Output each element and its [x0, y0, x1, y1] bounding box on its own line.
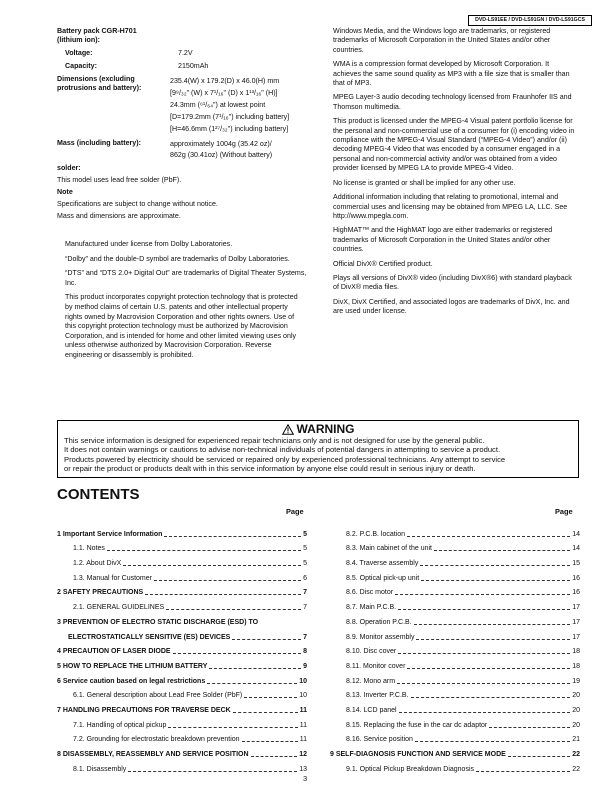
toc-entry-page: 5: [303, 545, 307, 553]
toc-entry-label: 1.2. About DivX: [73, 560, 122, 568]
mpeg4-license: This product is licensed under the MPEG-4 Visual patent portfolio license for the personal and non-commercial use of a consumer for (i) encoding video in compliance with the MPEG-4 Visual Standard (“MPEG-4 Video”) and/or (ii) decoding MPEG-4 Video that was encoded by a consumer engaged in a personal and non-commercial activity and/or was obtained from a video provider licensed by MPEG LA to provide MPEG-4 Video.: [333, 117, 575, 173]
toc-entry-label: 8.11. Monitor cover: [346, 662, 406, 670]
dts-trademark: “DTS” and “DTS 2.0+ Digital Out” are trademarks of Digital Theater Systems, Inc.: [65, 269, 307, 287]
toc-entry-page: 20: [572, 721, 580, 729]
toc-entry-label: 8.7. Main P.C.B.: [346, 604, 397, 612]
toc-entry-label: 8.2. P.C.B. location: [346, 530, 406, 538]
toc-leader: [145, 594, 301, 595]
toc-entry[interactable]: [330, 583, 580, 598]
page-label-right: Page: [555, 507, 573, 516]
toc-entry-label: 8.9. Monitor assembly: [346, 633, 415, 641]
toc-entry-page: 9: [303, 662, 307, 670]
toc-entry-label: 1.1. Notes: [73, 545, 105, 553]
toc-entry-page: 16: [572, 589, 580, 597]
mp3-license: MPEG Layer-3 audio decoding technology licensed from Fraunhofer IIS and Thomson multimedia.: [333, 93, 572, 111]
note-1: Specifications are subject to change without notice.: [57, 200, 218, 208]
toc-entry[interactable]: [330, 715, 580, 730]
toc-leader: [476, 771, 570, 772]
toc-entry-label: 8.14. LCD panel: [346, 706, 397, 714]
toc-entry[interactable]: [330, 597, 580, 612]
voltage-value: 7.2V: [178, 49, 193, 57]
toc-entry-label: 8 DISASSEMBLY, REASSEMBLY AND SERVICE POSITION: [57, 751, 249, 758]
toc-entry[interactable]: [57, 597, 307, 612]
toc-entry-page: 7: [303, 633, 307, 641]
capacity-label: Capacity:: [65, 62, 97, 70]
page-label-left: Page: [286, 507, 304, 516]
toc-entry[interactable]: [330, 730, 580, 745]
dim-line-1: 235.4(W) x 179.2(D) x 46.0(H) mm: [170, 77, 280, 85]
divx-playback: Plays all versions of DivX® video (including DivX®6) with standard playback of DivX® media files.: [333, 273, 572, 292]
toc-entry-page: 14: [572, 545, 580, 553]
toc-entry[interactable]: [330, 759, 580, 774]
toc-entry-label: 8.3. Main cabinet of the unit: [346, 545, 432, 553]
dimensions-label-1: Dimensions (excluding: [57, 75, 135, 83]
toc-entry-page: 18: [572, 662, 580, 670]
toc-entry-page: 22: [572, 751, 580, 758]
toc-leader: [154, 580, 301, 581]
battery-title: Battery pack CGR-H701: [57, 27, 137, 35]
toc-leader: [166, 609, 301, 610]
toc-entry-label: 7.2. Grounding for electrostatic breakdown prevention: [73, 736, 240, 744]
toc-entry-page: 21: [572, 736, 580, 744]
toc-leader: [398, 653, 570, 654]
toc-entry-page: 7: [303, 589, 307, 597]
page-number: 3: [303, 774, 308, 783]
toc-entry-label: 2.1. GENERAL GUIDELINES: [73, 604, 165, 612]
toc-leader: [128, 771, 297, 772]
toc-entry-page: 5: [303, 530, 307, 538]
toc-entry-page: 18: [572, 648, 580, 656]
toc-entry[interactable]: [330, 553, 580, 568]
toc-entry-page: 7: [303, 604, 307, 612]
toc-entry-page: 8: [303, 648, 307, 656]
divx-certified: Official DivX® Certified product.: [333, 259, 433, 268]
toc-entry-label: 2 SAFETY PRECAUTIONS: [57, 589, 144, 597]
toc-leader: [421, 580, 570, 581]
toc-entry[interactable]: [330, 539, 580, 554]
capacity-value: 2150mAh: [178, 62, 209, 70]
toc-leader: [399, 712, 571, 713]
toc-entry-label: 1 Important Service Information: [57, 530, 163, 538]
toc-entry-page: 12: [299, 751, 307, 758]
toc-entry[interactable]: [330, 612, 580, 627]
toc-entry-label: 5 HOW TO REPLACE THE LITHIUM BATTERY: [57, 662, 208, 670]
voltage-label: Voltage:: [65, 49, 93, 57]
toc-entry-label: 8.13. Inverter P.C.B.: [346, 692, 409, 700]
toc-entry-label: 7.1. Handling of optical pickup: [73, 721, 167, 729]
warning-line-2: It does not contain warnings or cautions to advise non-technical individuals of potential dangers in attempting to service a product.: [64, 445, 501, 455]
toc-entry-page: 17: [572, 618, 580, 626]
toc-entry[interactable]: [57, 730, 307, 745]
toc-left: [57, 524, 307, 774]
toc-entry-label: 8.10. Disc cover: [346, 648, 397, 656]
toc-leader: [207, 683, 297, 684]
toc-leader: [173, 653, 302, 654]
toc-entry[interactable]: [330, 642, 580, 657]
toc-entry-page: 17: [572, 604, 580, 612]
toc-entry-label: 8.4. Traverse assembly: [346, 560, 419, 568]
toc-right: [330, 524, 580, 774]
toc-entry-page: 10: [299, 692, 307, 700]
toc-leader: [164, 536, 301, 537]
toc-entry-label: 6 Service caution based on legal restrictions: [57, 677, 206, 685]
toc-leader: [508, 756, 570, 757]
toc-entry-page: 20: [572, 692, 580, 700]
dim-line-3: 24.3mm (⁶¹/₆₄") at lowest point: [170, 101, 266, 109]
toc-entry-label: 6.1. General description about Lead Free Solder (PbF): [73, 692, 243, 700]
toc-entry[interactable]: [57, 539, 307, 554]
warning-heading: [58, 422, 578, 436]
toc-entry-page: 11: [299, 736, 307, 744]
toc-entry[interactable]: [330, 568, 580, 583]
toc-entry-page: 10: [299, 677, 307, 685]
toc-entry-label: 7 HANDLING PRECAUTIONS FOR TRAVERSE DECK: [57, 706, 231, 714]
toc-leader: [244, 697, 297, 698]
toc-leader: [233, 712, 298, 713]
dimensions-label-2: protrusions and battery):: [57, 84, 142, 92]
contents-title: CONTENTS: [57, 486, 140, 503]
toc-entry[interactable]: [330, 656, 580, 671]
toc-entry-page: 15: [572, 560, 580, 568]
mass-label: Mass (including battery):: [57, 139, 141, 147]
note-2: Mass and dimensions are approximate.: [57, 212, 181, 220]
toc-entry-label: 4 PRECAUTION OF LASER DIODE: [57, 648, 171, 656]
toc-entry[interactable]: [330, 671, 580, 686]
toc-leader: [398, 609, 570, 610]
toc-entry[interactable]: [57, 627, 307, 642]
toc-leader: [397, 683, 570, 684]
toc-entry[interactable]: [57, 715, 307, 730]
toc-entry-page: 14: [572, 530, 580, 538]
dolby-trademark: “Dolby” and the double-D symbol are trademarks of Dolby Laboratories.: [65, 254, 290, 263]
toc-leader: [411, 697, 571, 698]
left-column: [57, 27, 307, 361]
warning-triangle-icon: [282, 424, 294, 435]
toc-entry[interactable]: [57, 612, 307, 627]
toc-entry-label: 8.12. Mono arm: [346, 677, 396, 685]
warning-line-1: This service information is designed for experienced repair technicians only and is not designed for use by the general public.: [64, 436, 485, 445]
highmat-trademark: HighMAT™ and the HighMAT logo are either trademarks or registered trademarks of Microsoft Corporation in the United States and/or other countries.: [333, 226, 553, 254]
toc-entry-page: 5: [303, 560, 307, 568]
solder-text: This model uses lead free solder (PbF).: [57, 176, 182, 184]
toc-entry-label: 9.1. Optical Pickup Breakdown Diagnosis: [346, 765, 475, 773]
warning-line-3: Products powered by electricity should be serviced or repaired only by experienced professional technicians. Any attempt to service: [64, 454, 506, 464]
toc-entry-page: 11: [299, 721, 307, 729]
toc-entry[interactable]: [57, 700, 307, 715]
toc-entry-page: 6: [303, 574, 307, 582]
toc-entry-label: 8.15. Replacing the fuse in the car dc adaptor: [346, 721, 488, 729]
toc-leader: [434, 550, 570, 551]
toc-entry-label: 8.8. Operation P.C.B.: [346, 618, 412, 626]
warning-box: [57, 420, 579, 478]
toc-entry-label: 8.1. Disassembly: [73, 765, 127, 773]
toc-entry[interactable]: [57, 568, 307, 583]
wma-description: WMA is a compression format developed by Microsoft Corporation. It achieves the same sound quality as MP3 with a file size that is smaller than that of MP3.: [333, 60, 570, 88]
toc-entry-page: 11: [299, 706, 307, 714]
dolby-license: Manufactured under license from Dolby Laboratories.: [65, 240, 233, 248]
toc-entry[interactable]: [57, 642, 307, 657]
toc-entry-label: 8.5. Optical pick-up unit: [346, 574, 420, 582]
toc-leader: [232, 639, 301, 640]
macrovision-notice: This product incorporates copyright protection technology that is protected by method claims of certain U.S. patents and other intellectual property rights owned by Macrovision Corporation and other rights owners. Use of this copyright protection technology must be authorized by Macrovision Corporation, and is intended for home and other limited viewing uses only unless otherwise authorized by Macrovision Corporation. Reverse engineering or disassembly is prohibited.: [65, 293, 298, 359]
battery-sub: (lithium ion):: [57, 36, 100, 44]
right-column: [333, 27, 577, 322]
note-title: Note: [57, 188, 73, 196]
toc-entry[interactable]: [330, 744, 580, 759]
toc-leader: [395, 594, 570, 595]
toc-entry-page: 17: [572, 633, 580, 641]
toc-entry-page: 13: [299, 765, 307, 773]
dim-line-2: [9⁹/₃₂" (W) x 7¹/₁₆" (D) x 1¹³/₁₆" (H)]: [170, 89, 278, 97]
toc-leader: [407, 536, 570, 537]
toc-leader: [489, 727, 570, 728]
mass-line-2: 862g (30.41oz) (Without battery): [170, 151, 273, 159]
toc-entry-label: ELECTROSTATICALLY SENSITIVE (ES) DEVICES: [68, 633, 231, 641]
toc-entry-page: 20: [572, 706, 580, 714]
toc-leader: [414, 624, 571, 625]
toc-leader: [407, 668, 570, 669]
mpegla-info: Additional information including that relating to promotional, internal and commercial uses and licensing may be obtained from MPEG LA, LLC. See http://www.mpegla.com.: [333, 193, 568, 220]
warning-title: WARNING: [296, 422, 355, 436]
toc-entry[interactable]: [57, 553, 307, 568]
toc-entry[interactable]: [57, 656, 307, 671]
toc-entry[interactable]: [57, 759, 307, 774]
toc-entry[interactable]: [330, 700, 580, 715]
toc-leader: [420, 565, 570, 566]
toc-entry[interactable]: [330, 627, 580, 642]
divx-trademark: DivX, DivX Certified, and associated logos are trademarks of DivX, Inc. and are used under license.: [333, 297, 570, 316]
no-license-note: No license is granted or shall be implied for any other use.: [333, 178, 516, 187]
dim-line-5: [H=46.6mm (1²⁷/₃₂") including battery]: [170, 125, 289, 133]
toc-entry-page: 19: [572, 677, 580, 685]
model-header: DVD-LS91EE / DVD-LS91GN / DVD-LS91GCS: [468, 15, 592, 26]
toc-leader: [209, 668, 301, 669]
toc-leader: [107, 550, 301, 551]
toc-leader: [416, 639, 570, 640]
toc-entry-label: 9 SELF-DIAGNOSIS FUNCTION AND SERVICE MODE: [330, 751, 506, 758]
toc-entry-page: 16: [572, 574, 580, 582]
windows-media-trademark: Windows Media, and the Windows logo are trademarks, or registered trademarks of Microsoft Corporation in the United States and/or other countries.: [333, 27, 551, 54]
toc-leader: [251, 756, 298, 757]
toc-entry[interactable]: [57, 671, 307, 686]
toc-entry-page: 22: [572, 765, 580, 773]
toc-entry[interactable]: [330, 686, 580, 701]
toc-leader: [415, 741, 570, 742]
dim-line-4: [D=179.2mm (7¹/₁₆") including battery]: [170, 113, 290, 121]
toc-entry[interactable]: [57, 583, 307, 598]
toc-entry-label: 1.3. Manual for Customer: [73, 574, 152, 582]
toc-entry[interactable]: [57, 524, 307, 539]
mass-line-1: approximately 1004g (35.42 oz)/: [170, 140, 272, 148]
toc-leader: [168, 727, 297, 728]
toc-entry-label: 8.16. Service position: [346, 736, 413, 744]
toc-entry-label: 8.6. Disc motor: [346, 589, 394, 597]
toc-entry[interactable]: [57, 744, 307, 759]
toc-entry-label: 3 PREVENTION OF ELECTRO STATIC DISCHARGE (ESD) TO: [57, 618, 259, 626]
warning-line-4: or repair the product or products dealt with in this service information by anyone else could result in serious injury or death.: [64, 464, 476, 474]
toc-leader: [123, 565, 301, 566]
toc-entry[interactable]: [57, 686, 307, 701]
solder-title: solder:: [57, 164, 81, 172]
toc-leader: [242, 741, 298, 742]
toc-entry[interactable]: [330, 524, 580, 539]
